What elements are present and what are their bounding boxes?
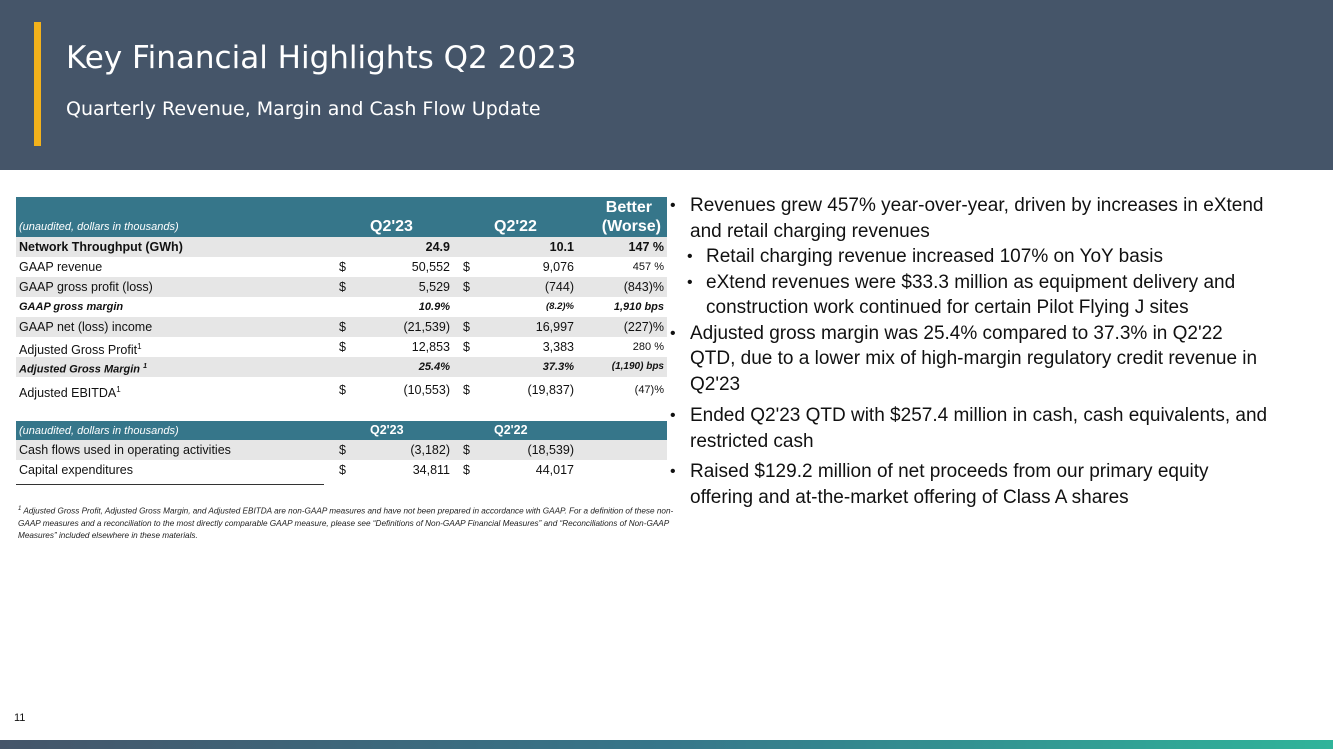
- bullet-text: Raised $129.2 million of net proceeds from our primary equity offering and at-the-market offering of Class A shares: [690, 461, 1209, 508]
- table-row: [16, 460, 667, 480]
- bullet-item: [670, 321, 1270, 398]
- row-value-change: 147 %: [628, 240, 664, 254]
- row-value-change: (843)%: [623, 280, 664, 294]
- page-subtitle: Quarterly Revenue, Margin and Cash Flow Update: [66, 98, 541, 120]
- page-title: Key Financial Highlights Q2 2023: [66, 40, 577, 76]
- table1-col-worse: (Worse): [601, 218, 661, 235]
- row-label: GAAP gross profit (loss): [19, 280, 153, 294]
- row-dollar-sign: $: [463, 383, 470, 397]
- row-dollar-sign: $: [463, 320, 470, 334]
- row-dollar-sign: $: [339, 443, 346, 457]
- bullet-dot-icon: •: [687, 273, 693, 291]
- footnote-divider: [16, 484, 324, 485]
- table2-col-q2-23: Q2'23: [370, 423, 404, 437]
- sub-bullet-item: [670, 270, 1270, 321]
- table1-col-q2-22: Q2'22: [494, 218, 537, 235]
- row-value-change: (227)%: [623, 320, 664, 334]
- row-value-q2-22: (18,539): [527, 443, 574, 457]
- page-number: 11: [14, 712, 26, 724]
- bullet-dot-icon: •: [670, 324, 676, 342]
- bullet-dot-icon: •: [670, 407, 676, 424]
- row-label: Adjusted Gross Margin $^1$: [19, 363, 147, 376]
- bullet-item: [670, 403, 1270, 454]
- sub-bullet-item: [670, 244, 1270, 270]
- row-dollar-sign: $: [463, 340, 470, 354]
- table-row: [16, 377, 667, 401]
- row-dollar-sign: $: [339, 260, 346, 274]
- table-row: [16, 277, 667, 297]
- row-value-q2-23: 5,529: [418, 280, 450, 294]
- row-value-q2-23: (3,182): [410, 443, 450, 457]
- row-label: Adjusted EBITDA$^1$: [19, 385, 121, 401]
- row-label: Network Throughput (GWh): [19, 240, 183, 254]
- bullet-text: Ended Q2'23 QTD with $257.4 million in cash, cash equivalents, and restricted cash: [690, 405, 1268, 452]
- row-dollar-sign: $: [339, 383, 346, 397]
- row-value-q2-22: 37.3%: [542, 361, 574, 373]
- bullet-item: [670, 193, 1270, 244]
- row-value-q2-22: 44,017: [535, 463, 574, 477]
- row-dollar-sign: $: [339, 463, 346, 477]
- row-label: GAAP revenue: [19, 260, 103, 274]
- footnote-marker: 1: [18, 506, 22, 512]
- row-dollar-sign: $: [339, 320, 346, 334]
- row-value-q2-23: 34,811: [412, 463, 450, 477]
- highlights-list: [670, 193, 1270, 510]
- table-row: [16, 297, 667, 317]
- row-label: GAAP net (loss) income: [19, 320, 153, 334]
- row-value-q2-22: (19,837): [527, 383, 574, 397]
- bullet-dot-icon: •: [687, 248, 693, 265]
- row-label: Capital expenditures: [19, 463, 133, 477]
- row-dollar-sign: $: [339, 280, 346, 294]
- table-row: [16, 237, 667, 257]
- row-value-change: 1,910 bps: [613, 301, 664, 313]
- table2-note: (unaudited, dollars in thousands): [19, 425, 179, 437]
- bullet-dot-icon: •: [670, 463, 676, 480]
- row-value-q2-22: 3,383: [542, 340, 574, 354]
- row-value-q2-22: (8.2)%: [546, 301, 574, 312]
- row-label: GAAP gross margin: [19, 301, 124, 313]
- bottom-gradient-bar: [0, 740, 1333, 749]
- header-banner: [0, 0, 1333, 170]
- row-value-q2-23: 24.9: [425, 240, 450, 254]
- bullet-text: Revenues grew 457% year-over-year, driven by increases in eXtend and retail charging revenues: [690, 195, 1264, 242]
- row-value-q2-22: (744): [544, 280, 574, 294]
- row-value-q2-22: 9,076: [542, 260, 574, 274]
- table1-header: [16, 197, 667, 237]
- table-row: [16, 317, 667, 337]
- row-value-q2-22: 10.1: [549, 240, 574, 254]
- row-label: Adjusted Gross Profit$^1$: [19, 342, 142, 358]
- row-dollar-sign: $: [463, 443, 470, 457]
- footnote: [18, 503, 678, 542]
- row-value-change: 280 %: [632, 341, 664, 353]
- bullet-item: [670, 459, 1270, 510]
- bullet-text: eXtend revenues were $33.3 million as equipment delivery and construction work continued for certain Pilot Flying J sites: [706, 271, 1236, 318]
- table1-col-q2-23: Q2'23: [370, 218, 413, 235]
- table-row: [16, 440, 667, 460]
- table2-col-q2-22: Q2'22: [494, 423, 528, 437]
- row-value-q2-23: 25.4%: [418, 361, 450, 373]
- table1-col-better: Better: [605, 199, 652, 216]
- row-value-change: (47)%: [634, 384, 664, 396]
- row-dollar-sign: $: [463, 280, 470, 294]
- row-dollar-sign: $: [463, 463, 470, 477]
- row-value-change: (1,190) bps: [611, 361, 664, 372]
- row-value-q2-23: 50,552: [411, 260, 450, 274]
- bullet-text: Retail charging revenue increased 107% on YoY basis: [706, 246, 1164, 267]
- row-label: Cash flows used in operating activities: [19, 443, 231, 457]
- row-value-q2-23: (21,539): [403, 320, 450, 334]
- row-dollar-sign: $: [339, 340, 346, 354]
- row-value-q2-23: (10,553): [403, 383, 450, 397]
- row-value-change: 457 %: [632, 261, 664, 273]
- table-row: [16, 257, 667, 277]
- bullet-dot-icon: •: [670, 197, 676, 214]
- row-dollar-sign: $: [463, 260, 470, 274]
- bullet-text: Adjusted gross margin was 25.4% compared to 37.3% in Q2'22 QTD, due to a lower mix of high-margin regulatory credit revenue in Q2'23: [690, 322, 1258, 395]
- table-row: [16, 357, 667, 377]
- row-value-q2-23: 12,853: [411, 340, 450, 354]
- accent-bar: [34, 22, 41, 146]
- footnote-text: Adjusted Gross Profit, Adjusted Gross Margin, and Adjusted EBITDA are non-GAAP measures and have not been prepared in accordance with GAAP. For a definition of these non-GAAP measures and a reconciliation to the most directly comparable GAAP measure, please see “Definitions of Non-GAAP Financial Measures” and “Reconciliations of Non-GAAP Measures” included elsewhere in these materials.: [18, 506, 674, 540]
- row-value-q2-23: 10.9%: [418, 301, 450, 313]
- row-value-q2-22: 16,997: [535, 320, 574, 334]
- table1-note: (unaudited, dollars in thousands): [19, 221, 179, 233]
- table2-header: [16, 421, 667, 440]
- table-row: [16, 337, 667, 357]
